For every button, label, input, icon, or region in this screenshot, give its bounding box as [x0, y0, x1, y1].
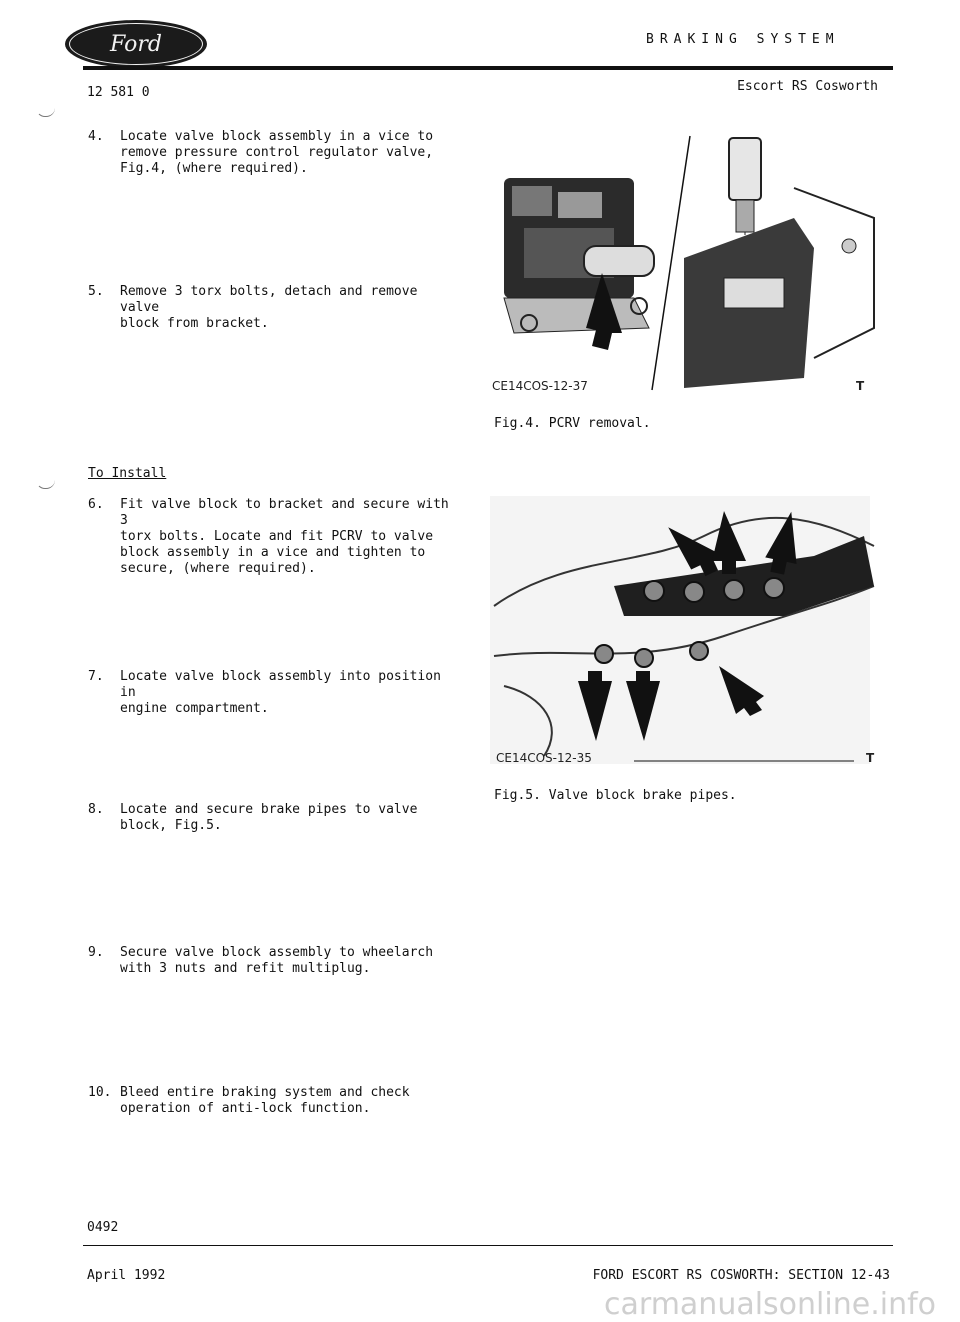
- figure-4-illustration: [484, 128, 880, 400]
- figure-code: CE14COS-12-35: [496, 751, 592, 765]
- pipe-union: [635, 649, 653, 667]
- figure-mark: T: [866, 751, 875, 765]
- pipe-union: [724, 580, 744, 600]
- footer-rule: [83, 1245, 893, 1246]
- margin-mark: [36, 108, 55, 117]
- install-heading: To Install: [88, 466, 167, 481]
- pcrv-thread: [736, 200, 754, 232]
- step-number: 6.: [88, 497, 104, 512]
- figure-5-caption: Fig.5. Valve block brake pipes.: [494, 788, 737, 803]
- document-number: 12 581 0: [87, 85, 150, 100]
- figure-5-illustration: [484, 496, 880, 771]
- figure-code: CE14COS-12-37: [492, 379, 588, 393]
- step-text: Bleed entire braking system and check operation of anti-lock function.: [120, 1085, 410, 1116]
- ford-logo: [65, 20, 207, 68]
- valve-block-port: [558, 192, 602, 218]
- step-text: Remove 3 torx bolts, detach and remove valve block from bracket.: [120, 284, 418, 331]
- step-number: 9.: [88, 945, 104, 960]
- step-number: 5.: [88, 284, 104, 299]
- block-plate: [724, 278, 784, 308]
- bracket-bolt: [842, 239, 856, 253]
- step-number: 10.: [88, 1085, 112, 1100]
- watermark: carmanualsonline.info: [604, 1287, 936, 1322]
- pipe-union: [764, 578, 784, 598]
- step-8: [88, 802, 463, 834]
- step-4: [88, 129, 463, 177]
- pipe-union: [595, 645, 613, 663]
- step-6: [88, 497, 463, 577]
- step-number: 8.: [88, 802, 104, 817]
- step-number: 7.: [88, 669, 104, 684]
- step-5: [88, 284, 463, 332]
- margin-mark: [36, 480, 55, 489]
- step-text: Secure valve block assembly to wheelarch with 3 nuts and refit multiplug.: [120, 945, 434, 976]
- publication-date: April 1992: [87, 1268, 166, 1283]
- valve-block-port: [512, 186, 552, 216]
- pcrv-valve: [584, 246, 654, 276]
- section-title: BRAKING SYSTEM: [646, 32, 840, 47]
- step-7: [88, 669, 463, 717]
- section-reference: FORD ESCORT RS COSWORTH: SECTION 12-43: [592, 1268, 890, 1283]
- step-text: Locate valve block assembly into position in engine compartment.: [120, 669, 441, 716]
- figure-4-caption: Fig.4. PCRV removal.: [494, 416, 651, 431]
- step-text: Fit valve block to bracket and secure with 3 torx bolts. Locate and fit PCRV to valve block assembly in a vice and tighten to secure, (where required).: [120, 497, 449, 576]
- step-10: [88, 1085, 463, 1117]
- vehicle-name: Escort RS Cosworth: [737, 79, 878, 94]
- pipe-union: [644, 581, 664, 601]
- ford-logo-text: Ford: [69, 23, 203, 65]
- header-rule: [83, 66, 893, 70]
- figure-mark: T: [856, 379, 865, 393]
- pcrv-detail: [729, 138, 761, 200]
- step-text: Locate valve block assembly in a vice to remove pressure control regulator valve, Fig.4, (where required).: [120, 129, 434, 176]
- pipe-union: [690, 642, 708, 660]
- step-9: [88, 945, 463, 977]
- step-text: Locate and secure brake pipes to valve block, Fig.5.: [120, 802, 418, 833]
- pipe-union: [684, 582, 704, 602]
- step-number: 4.: [88, 129, 104, 144]
- page-code: 0492: [87, 1220, 119, 1235]
